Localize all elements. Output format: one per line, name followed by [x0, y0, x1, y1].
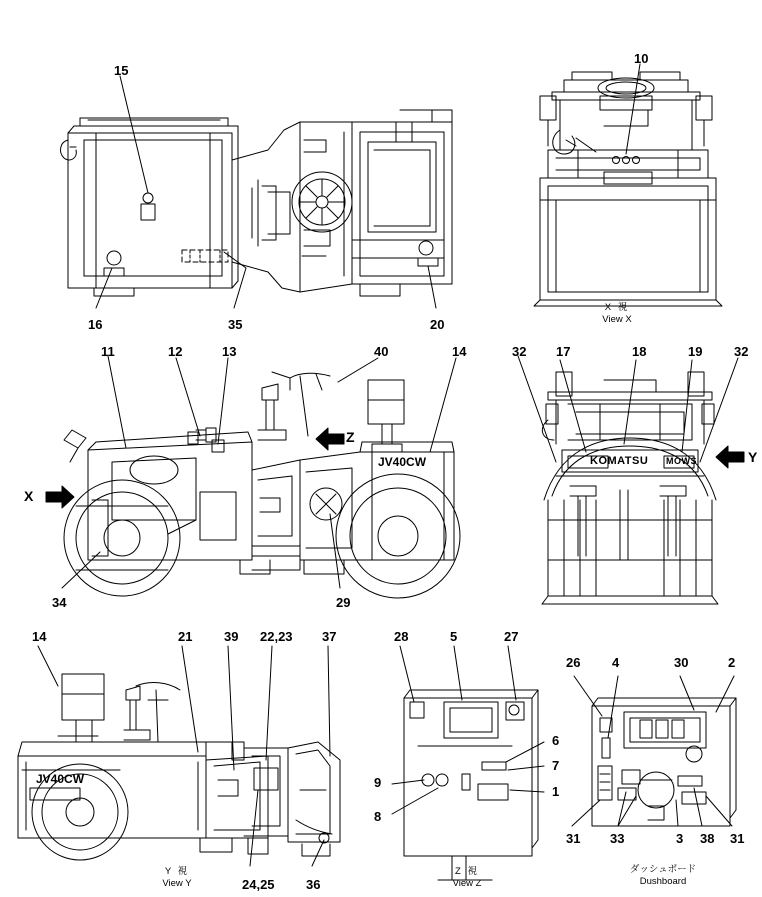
- callout-4: 4: [612, 655, 620, 670]
- view-y-caption-en: View Y: [162, 877, 192, 889]
- callout-1: 1: [552, 784, 560, 799]
- arrow-label-y: Y: [748, 449, 758, 465]
- callout-9: 9: [374, 775, 382, 790]
- callout-37: 37: [322, 629, 337, 644]
- brand-logo-small: MOWS: [666, 456, 697, 466]
- callout-15: 15: [114, 63, 129, 78]
- callout-22-23: 22,23: [260, 629, 293, 644]
- view-x-caption: [562, 302, 672, 326]
- callout-40: 40: [374, 344, 389, 359]
- callout-14-side: 14: [452, 344, 467, 359]
- callout-12: 12: [168, 344, 183, 359]
- callout-16: 16: [88, 317, 103, 332]
- view-x-machine: [534, 64, 722, 306]
- view-z-panel: [392, 646, 544, 880]
- rear-view-machine: [518, 356, 738, 604]
- view-y-caption: [132, 866, 222, 890]
- callout-10: 10: [634, 51, 649, 66]
- view-y-caption-jp: Y 視: [164, 866, 190, 877]
- top-plan-machine: [61, 76, 452, 308]
- callout-28: 28: [394, 629, 409, 644]
- callout-8: 8: [374, 809, 382, 824]
- callout-33: 33: [610, 831, 625, 846]
- callout-34: 34: [52, 595, 67, 610]
- callout-11: 11: [101, 344, 115, 359]
- view-z-caption-jp: Z 視: [455, 866, 479, 877]
- callout-26: 26: [566, 655, 581, 670]
- callout-17: 17: [556, 344, 571, 359]
- callout-14-viewy: 14: [32, 629, 47, 644]
- callout-5: 5: [450, 629, 458, 644]
- callout-39: 39: [224, 629, 239, 644]
- callout-19: 19: [688, 344, 703, 359]
- brand-logo: KOMATSU: [590, 455, 649, 467]
- callout-7: 7: [552, 758, 560, 773]
- view-z-caption: [422, 866, 512, 890]
- view-y-machine: [18, 646, 340, 866]
- callout-32-right: 32: [734, 344, 749, 359]
- callout-38: 38: [700, 831, 715, 846]
- callout-36: 36: [306, 877, 321, 892]
- callout-24-25: 24,25: [242, 877, 275, 892]
- callout-31-left: 31: [566, 831, 581, 846]
- arrow-label-z: Z: [346, 429, 355, 445]
- arrow-label-x: X: [24, 488, 34, 504]
- view-x-caption-jp: X 視: [604, 302, 630, 313]
- view-x-caption-en: View X: [602, 313, 632, 325]
- view-z-caption-en: View Z: [452, 877, 482, 889]
- callout-32-left: 32: [512, 344, 527, 359]
- model-badge-viewy: JV40CW: [36, 772, 85, 786]
- dashboard-caption-jp: ダッシュボード: [629, 864, 697, 875]
- dashboard-caption: [608, 864, 718, 888]
- callout-6: 6: [552, 733, 560, 748]
- callout-35: 35: [228, 317, 243, 332]
- dashboard-panel: [572, 676, 736, 826]
- callout-30: 30: [674, 655, 689, 670]
- callout-13: 13: [222, 344, 237, 359]
- side-view-machine: [62, 356, 460, 598]
- callout-29: 29: [336, 595, 351, 610]
- callout-18: 18: [632, 344, 647, 359]
- callout-31-right: 31: [730, 831, 745, 846]
- model-badge-side: JV40CW: [378, 455, 427, 469]
- callout-27: 27: [504, 629, 519, 644]
- callout-3: 3: [676, 831, 684, 846]
- dashboard-caption-en: Dushboard: [639, 875, 687, 887]
- callout-21: 21: [178, 629, 193, 644]
- callout-2: 2: [728, 655, 736, 670]
- callout-20: 20: [430, 317, 445, 332]
